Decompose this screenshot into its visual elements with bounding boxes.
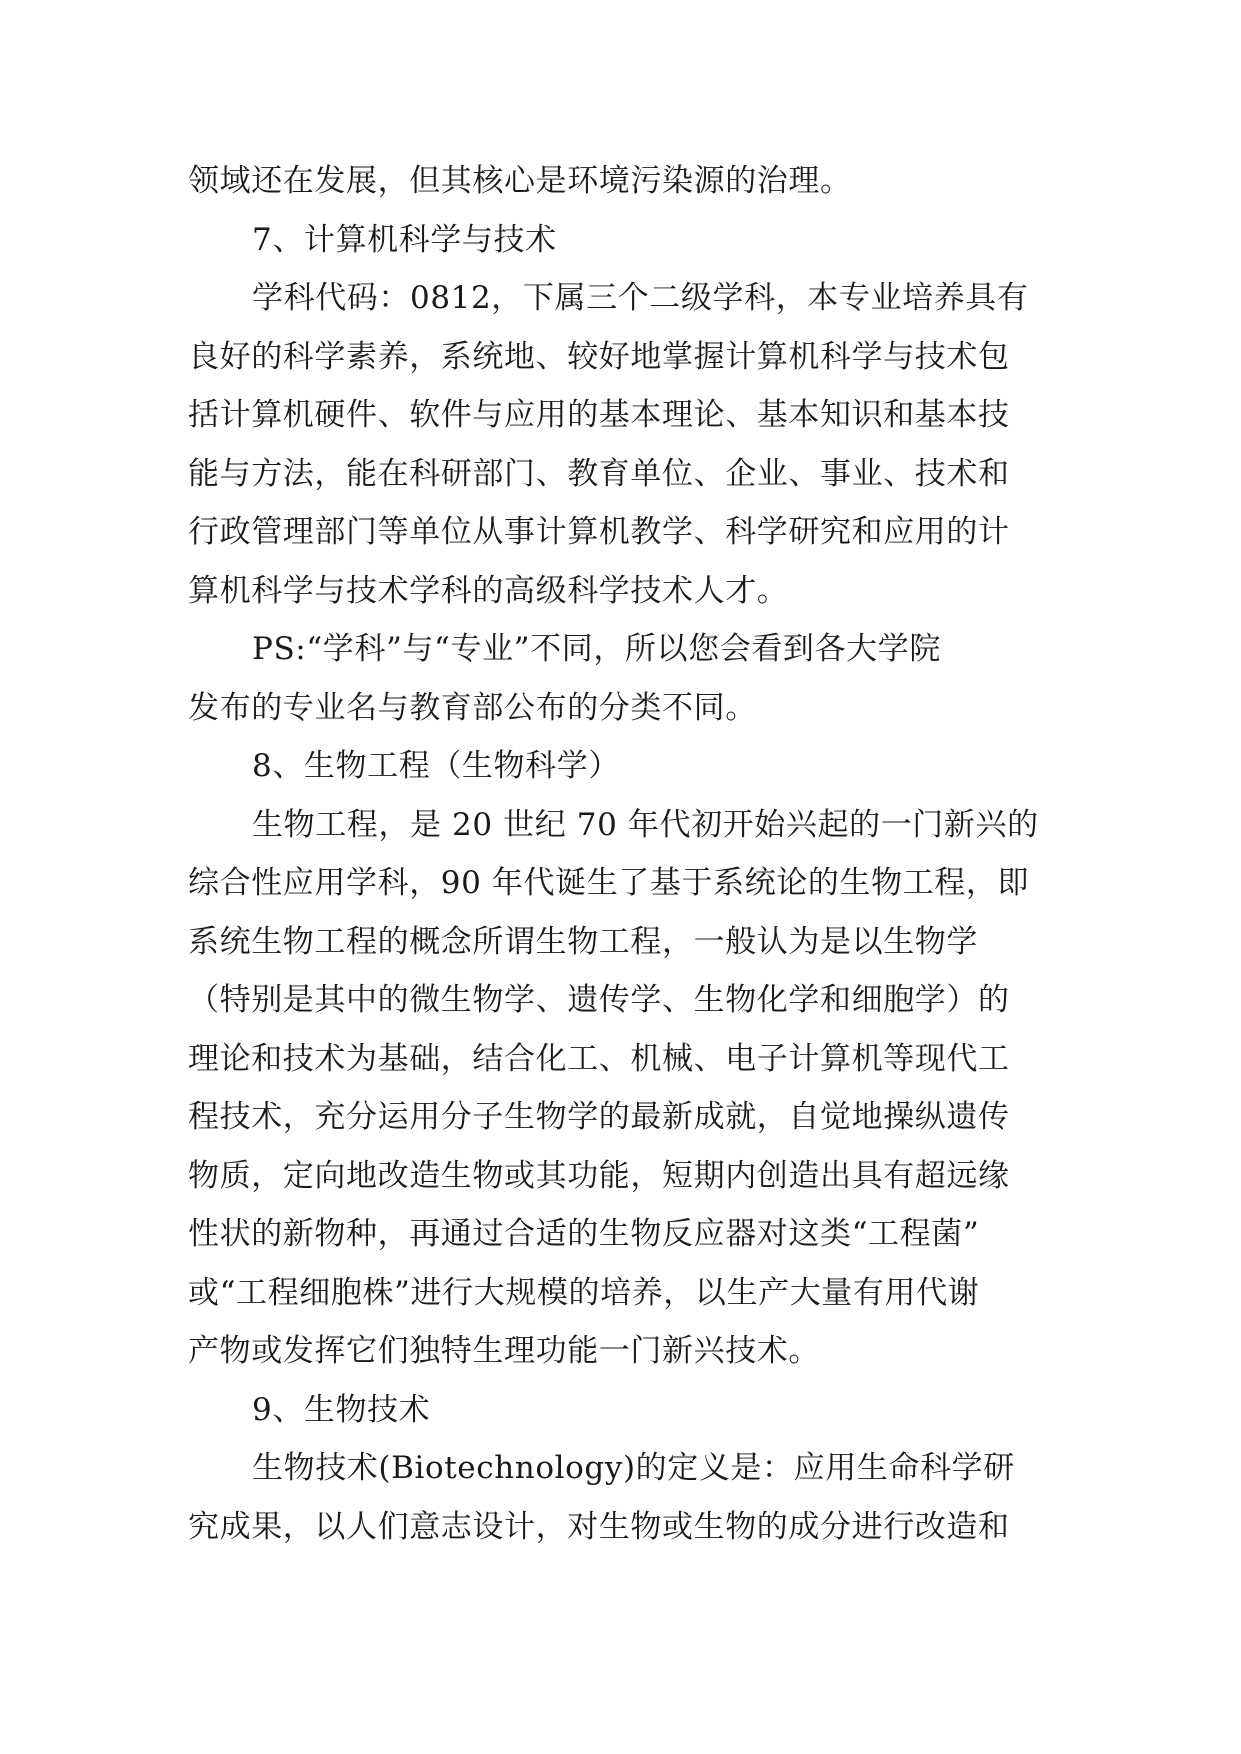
- paragraph-line: 学科代码：0812，下属三个二级学科，本专业培养具有: [252, 280, 1029, 316]
- section-heading-8: 8、生物工程（生物科学）: [252, 748, 620, 784]
- paragraph-line: 究成果，以人们意志设计，对生物或生物的成分进行改造和: [188, 1508, 1010, 1545]
- paragraph-line: 生物技术(Biotechnology)的定义是：应用生命科学研: [252, 1450, 1015, 1486]
- paragraph-line: 或“工程细胞株”进行大规模的培养，以生产大量有用代谢: [188, 1274, 980, 1311]
- paragraph-line: 理论和技术为基础，结合化工、机械、电子计算机等现代工: [188, 1040, 1010, 1077]
- paragraph-line: 能与方法，能在科研部门、教育单位、企业、事业、技术和: [188, 455, 1010, 492]
- document-body: [188, 152, 1068, 1556]
- section-heading-9: 9、生物技术: [252, 1391, 431, 1428]
- paragraph-line: 性状的新物种，再通过合适的生物反应器对这类“工程菌”: [188, 1216, 980, 1252]
- paragraph-line: PS:“学科”与“专业”不同，所以您会看到各大学院: [252, 631, 941, 667]
- paragraph-line: 括计算机硬件、软件与应用的基本理论、基本知识和基本技: [188, 397, 1010, 433]
- paragraph-line: 综合性应用学科，90 年代诞生了基于系统论的生物工程，即: [188, 865, 1030, 901]
- paragraph-line: 生物工程，是 20 世纪 70 年代初开始兴起的一门新兴的: [252, 806, 1039, 843]
- paragraph-line: 行政管理部门等单位从事计算机教学、科学研究和应用的计: [188, 514, 1010, 550]
- paragraph-line: 良好的科学素养，系统地、较好地掌握计算机科学与技术包: [188, 338, 1010, 375]
- paragraph-line: 算机科学与技术学科的高级科学技术人才。: [188, 572, 789, 609]
- paragraph-line: 领域还在发展，但其核心是环境污染源的治理。: [188, 163, 852, 199]
- paragraph-line: 物质，定向地改造生物或其功能，短期内创造出具有超远缘: [188, 1157, 1010, 1194]
- paragraph-line: 发布的专业名与教育部公布的分类不同。: [188, 689, 757, 726]
- paragraph-line: 产物或发挥它们独特生理功能一门新兴技术。: [188, 1333, 820, 1369]
- paragraph-line: 系统生物工程的概念所谓生物工程，一般认为是以生物学: [188, 923, 978, 960]
- paragraph-line: （特别是其中的微生物学、遗传学、生物化学和细胞学）的: [188, 982, 1010, 1018]
- paragraph-line: 程技术，充分运用分子生物学的最新成就，自觉地操纵遗传: [188, 1099, 1010, 1135]
- section-heading-7: 7、计算机科学与技术: [252, 221, 557, 258]
